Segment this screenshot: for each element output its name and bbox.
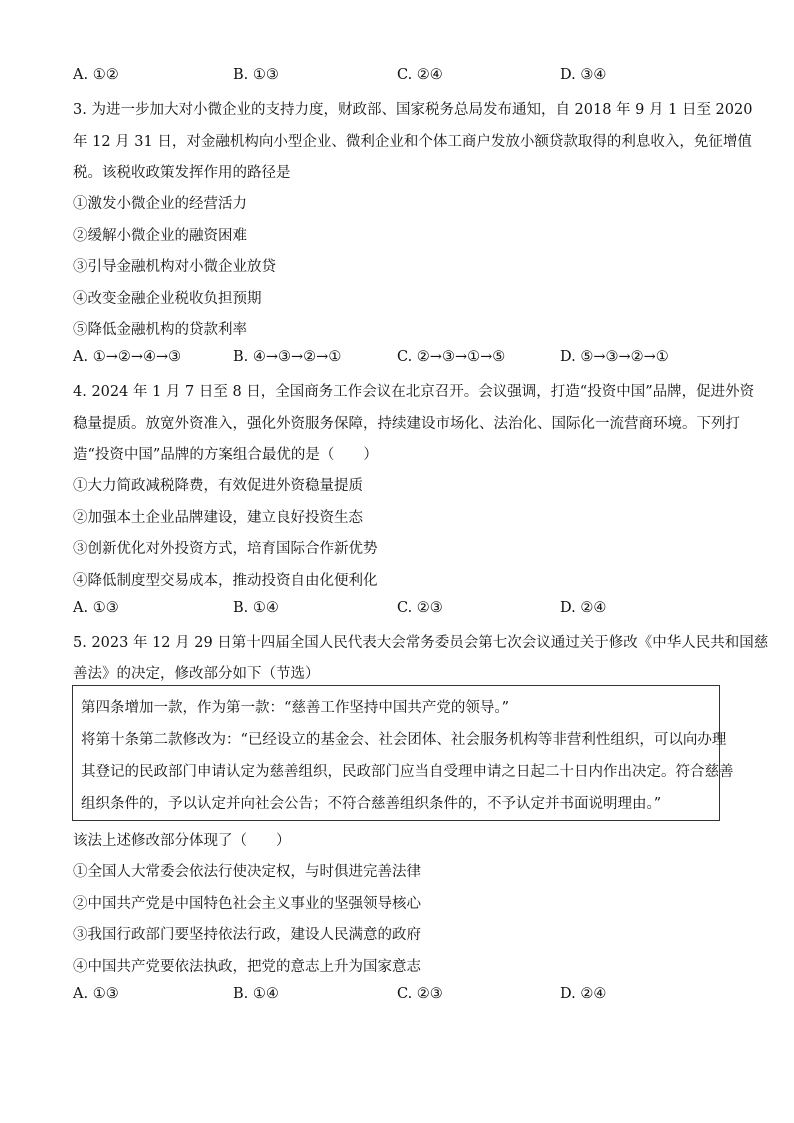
q5-options	[73, 986, 733, 1006]
q2-option-c: C. ②④	[397, 67, 443, 83]
q4-item-2: ②加强本土企业品牌建设，建立良好投资生态	[73, 510, 363, 526]
q5-box-line-4: 组织条件的，予以认定并向社会公告；不符合慈善组织条件的，不予认定并书面说明理由。”	[81, 796, 662, 812]
q3-stem-line-3: 税。该税收政策发挥作用的路径是	[73, 165, 291, 181]
q3-options	[73, 349, 733, 369]
q5-item-1: ①全国人大常委会依法行使决定权，与时俱进完善法律	[73, 864, 421, 880]
q3-item-4: ④改变金融企业税收负担预期	[73, 291, 262, 307]
q4-option-c: C. ②③	[397, 600, 443, 616]
q3-item-1: ①激发小微企业的经营活力	[73, 196, 247, 212]
q5-stem-line-2: 善法》的决定，修改部分如下（节选）	[73, 666, 320, 682]
q5-box-line-1: 第四条增加一款，作为第一款：“慈善工作坚持中国共产党的领导。”	[81, 700, 510, 716]
q2-option-d: D. ③④	[560, 67, 607, 83]
q5-question: 该法上述修改部分体现了（ ）	[73, 833, 291, 849]
q4-option-b: B. ①④	[233, 600, 279, 616]
q3-option-b: B. ④→③→②→①	[233, 349, 342, 365]
q3-stem-line-2: 年 12 月 31 日，对金融机构向小型企业、微利企业和个体工商户发放小额贷款取得的利息收入，免征增值	[73, 134, 752, 150]
q5-option-d: D. ②④	[560, 986, 607, 1002]
q4-option-a: A. ①③	[73, 600, 119, 616]
q5-item-4: ④中国共产党要依法执政，把党的意志上升为国家意志	[73, 959, 421, 975]
q5-item-3: ③我国行政部门要坚持依法行政，建设人民满意的政府	[73, 927, 421, 943]
q3-option-c: C. ②→③→①→⑤	[397, 349, 506, 365]
q3-item-5: ⑤降低金融机构的贷款利率	[73, 322, 247, 338]
q5-item-2: ②中国共产党是中国特色社会主义事业的坚强领导核心	[73, 896, 421, 912]
q5-box-line-3: 其登记的民政部门申请认定为慈善组织，民政部门应当自受理申请之日起二十日内作出决定。符合慈善	[81, 764, 734, 780]
q4-stem-line-2: 稳量提质。放宽外资准入，强化外资服务保障，持续建设市场化、法治化、国际化一流营商环境。下列打	[73, 416, 740, 432]
q2-option-a: A. ①②	[73, 67, 119, 83]
q5-box-line-2: 将第十条第二款修改为：“已经设立的基金会、社会团体、社会服务机构等非营利性组织，可以向办理	[81, 732, 727, 748]
q4-item-3: ③创新优化对外投资方式，培育国际合作新优势	[73, 541, 378, 557]
q3-stem-line-1: 3. 为进一步加大对小微企业的支持力度，财政部、国家税务总局发布通知，自 2018 年 9 月 1 日至 2020	[73, 102, 753, 118]
q4-stem-line-3: 造“投资中国”品牌的方案组合最优的是（ ）	[73, 447, 378, 463]
q4-item-1: ①大力简政减税降费，有效促进外资稳量提质	[73, 478, 363, 494]
q5-option-a: A. ①③	[73, 986, 119, 1002]
q3-item-2: ②缓解小微企业的融资困难	[73, 228, 247, 244]
q4-stem-line-1: 4. 2024 年 1 月 7 日至 8 日，全国商务工作会议在北京召开。会议强调，打造“投资中国”品牌，促进外资	[73, 384, 755, 400]
q4-options	[73, 600, 733, 620]
q5-stem-line-1: 5. 2023 年 12 月 29 日第十四届全国人民代表大会常务委员会第七次会议通过关于修改《中华人民共和国慈	[73, 635, 769, 651]
q3-option-d: D. ⑤→③→②→①	[560, 349, 669, 365]
q4-item-4: ④降低制度型交易成本，推动投资自由化便利化	[73, 573, 378, 589]
q4-option-d: D. ②④	[560, 600, 607, 616]
q5-excerpt-box	[72, 685, 734, 821]
q5-option-c: C. ②③	[397, 986, 443, 1002]
q2-options	[73, 67, 733, 87]
q5-option-b: B. ①④	[233, 986, 279, 1002]
q3-item-3: ③引导金融机构对小微企业放贷	[73, 259, 276, 275]
q2-option-b: B. ①③	[233, 67, 279, 83]
q3-option-a: A. ①→②→④→③	[73, 349, 182, 365]
